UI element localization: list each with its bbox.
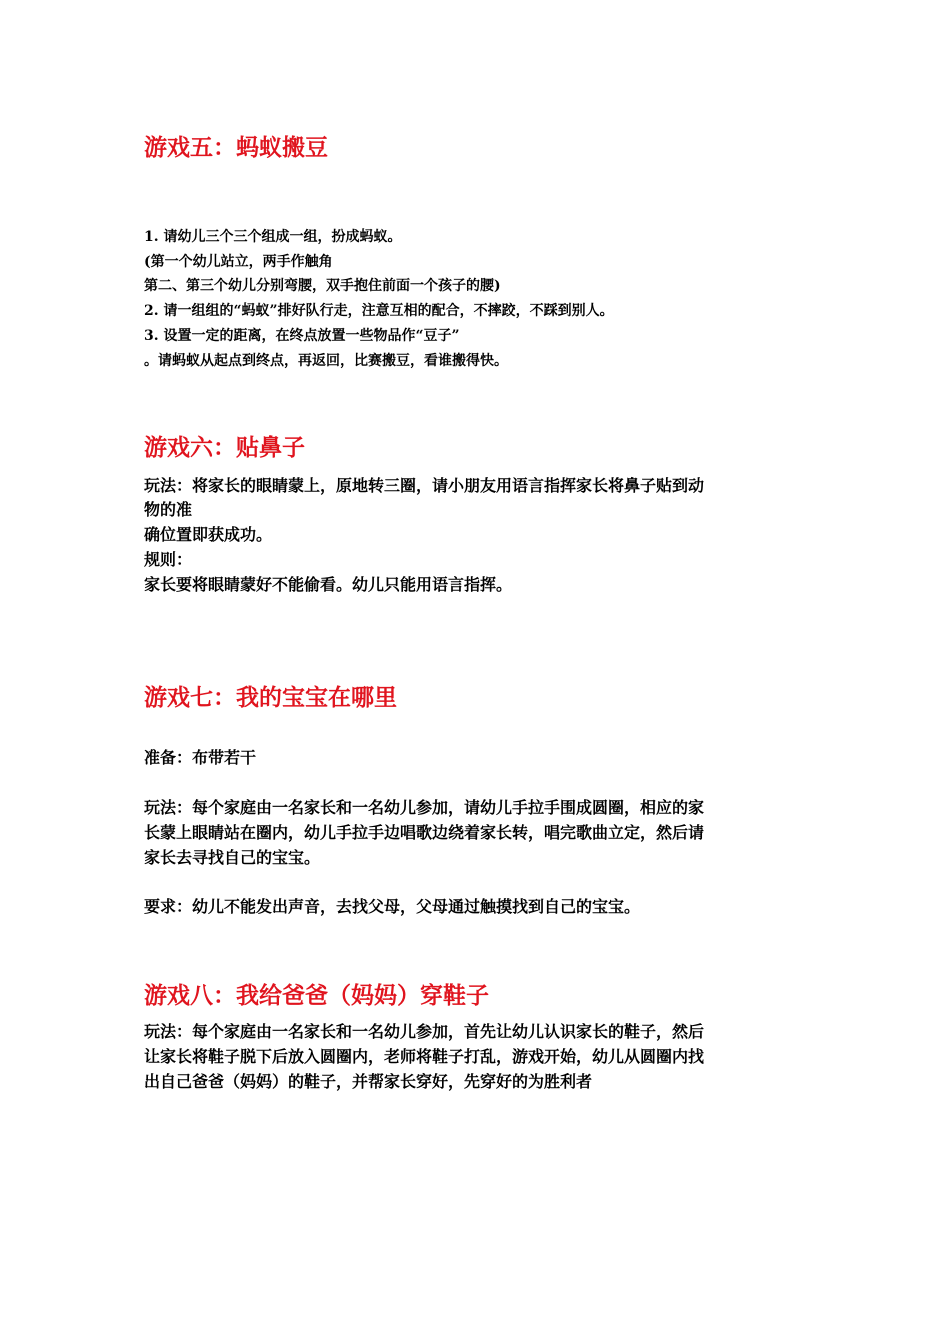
game5-line-1: 1. 请幼儿三个三个组成一组，扮成蚂蚁。 <box>144 229 402 245</box>
game8-line-2: 让家长将鞋子脱下后放入圆圈内，老师将鞋子打乱，游戏开始，幼儿从圆圈内找 <box>144 1047 705 1066</box>
game6-line-4: 规则： <box>144 550 193 569</box>
game8-line-1: 玩法：每个家庭由一名家长和一名幼儿参加，首先让幼儿认识家长的鞋子，然后 <box>144 1022 705 1041</box>
game5-title: 游戏五：蚂蚁搬豆 <box>144 134 328 161</box>
game5-line-4: 2. 请一组组的“蚂蚁”排好队行走，注意互相的配合，不摔跤，不踩到别人。 <box>144 303 614 319</box>
game6-line-5: 家长要将眼睛蒙好不能偷看。幼儿只能用语言指挥。 <box>144 575 513 594</box>
game6-line-1: 玩法：将家长的眼睛蒙上，原地转三圈，请小朋友用语言指挥家长将鼻子贴到动 <box>144 476 705 495</box>
game5-line-2: (第一个幼儿站立，两手作触角 <box>144 254 333 270</box>
game5-line-5: 3. 设置一定的距离，在终点放置一些物品作“豆子” <box>144 328 460 344</box>
game7-play-line-3: 家长去寻找自己的宝宝。 <box>144 848 321 867</box>
game6-line-2: 物的准 <box>144 500 193 519</box>
game8-title: 游戏八：我给爸爸（妈妈）穿鞋子 <box>144 982 489 1009</box>
game7-play-line-2: 长蒙上眼睛站在圈内，幼儿手拉手边唱歌边绕着家长转，唱完歌曲立定，然后请 <box>144 823 705 842</box>
game6-title: 游戏六：贴鼻子 <box>144 434 305 461</box>
game7-title: 游戏七：我的宝宝在哪里 <box>144 684 397 711</box>
game8-line-3: 出自己爸爸（妈妈）的鞋子，并帮家长穿好，先穿好的为胜利者 <box>144 1072 593 1091</box>
game5-line-3: 第二、第三个幼儿分别弯腰，双手抱住前面一个孩子的腰) <box>144 278 501 294</box>
game7-play-line-1: 玩法：每个家庭由一名家长和一名幼儿参加，请幼儿手拉手围成圆圈，相应的家 <box>144 798 705 817</box>
game5-line-6: 。请蚂蚁从起点到终点，再返回，比赛搬豆，看谁搬得快。 <box>144 353 508 369</box>
game7-prep: 准备：布带若干 <box>144 748 257 767</box>
game7-requirement: 要求：幼儿不能发出声音，去找父母，父母通过触摸找到自己的宝宝。 <box>144 897 641 916</box>
game6-line-3: 确位置即获成功。 <box>144 525 273 544</box>
